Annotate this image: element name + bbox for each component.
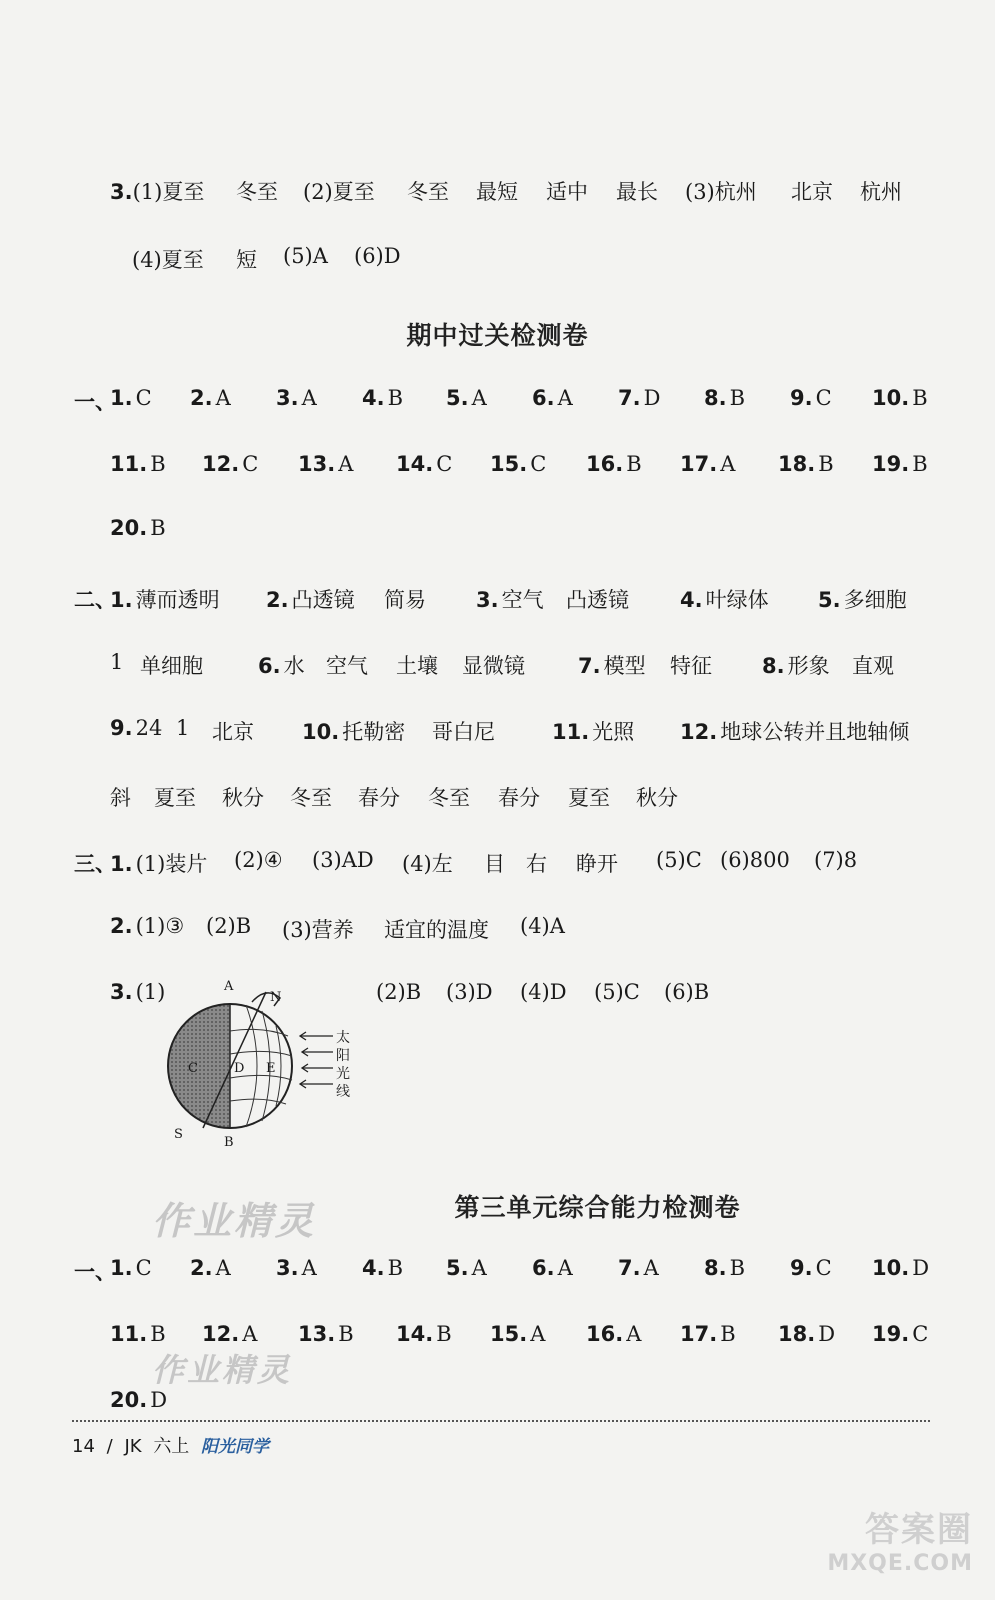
question-number: 19. (872, 1322, 910, 1346)
answer-item (532, 1256, 573, 1280)
question-number: 4. (680, 588, 703, 612)
answer-text: 光照 (592, 720, 635, 744)
answer-item (376, 980, 421, 1004)
corner-watermark (823, 1502, 973, 1582)
answer-text: (2)B (376, 980, 422, 1004)
answer-value: A (471, 1256, 487, 1280)
answer-item (358, 782, 400, 812)
answer-value: B (818, 452, 834, 476)
question-number: 1. (110, 852, 133, 876)
answer-item (282, 914, 354, 944)
answer-value: B (626, 452, 642, 476)
answer-text: 凸透镜 (566, 588, 629, 612)
question-number: 20. (110, 1388, 148, 1412)
question-number: 18. (778, 452, 816, 476)
answer-text: 1 (110, 650, 124, 674)
question-number: 14. (396, 452, 434, 476)
question-number: 6. (532, 386, 555, 410)
answer-item (140, 650, 203, 680)
answer-item (110, 1256, 152, 1280)
question-number: 2. (110, 914, 133, 938)
question-number: 10. (302, 720, 340, 744)
question-number: 1. (110, 1256, 133, 1280)
answer-item (872, 386, 928, 410)
question-number: 14. (396, 1322, 434, 1346)
answer-value: D (150, 1388, 168, 1412)
answer-text: 适宜的温度 (384, 918, 489, 942)
answer-text: 北京 (212, 720, 254, 744)
answer-item (568, 782, 610, 812)
answer-item (312, 848, 374, 872)
answer-text: (6)B (664, 980, 710, 1004)
answer-value: B (912, 386, 928, 410)
sun-text-3: 光 (336, 1066, 350, 1082)
question-number: 15. (490, 1322, 528, 1346)
answer-item (814, 848, 857, 872)
answer-item (396, 452, 452, 476)
question-number: 7. (618, 1256, 641, 1280)
answer-value: B (720, 1322, 736, 1346)
question-number: 6. (258, 654, 281, 678)
question-number: 16. (586, 1322, 624, 1346)
answer-text: 多细胞 (843, 588, 907, 612)
answer-text: 形象 (787, 654, 830, 678)
answer-value: A (557, 386, 573, 410)
answer-item (110, 650, 123, 674)
answer-item (552, 716, 634, 746)
answer-item (872, 1256, 929, 1280)
answer-item (762, 650, 830, 680)
answer-item (258, 650, 305, 680)
question-number: 11. (552, 720, 590, 744)
answer-item (618, 1256, 659, 1280)
answer-text: 斜 (110, 786, 131, 810)
corner-watermark-line2: MXQE.COM (827, 1551, 973, 1576)
answer-item (202, 1322, 257, 1346)
answer-value: B (150, 516, 166, 540)
answer-item (110, 386, 152, 410)
answer-text: 24 (135, 716, 163, 740)
answer-text: 土壤 (396, 654, 438, 678)
answer-item (680, 452, 735, 476)
question-number: 2. (266, 588, 289, 612)
answer-text: 直观 (852, 654, 894, 678)
question-number: 2. (190, 386, 213, 410)
answer-text: 睁开 (576, 852, 618, 876)
answer-value: B (150, 1322, 166, 1346)
answer-text: 秋分 (222, 786, 264, 810)
answer-text: (3)AD (312, 848, 374, 872)
answer-item (446, 1256, 487, 1280)
footer-rule (72, 1420, 930, 1422)
answer-item (532, 386, 573, 410)
answer-text: (4)左 (402, 852, 453, 876)
answer-item (872, 1322, 928, 1346)
answer-item (384, 914, 489, 944)
question-number: 8. (704, 386, 727, 410)
answer-item (396, 650, 438, 680)
question-number: 16. (586, 452, 624, 476)
part-label: 一、 (74, 390, 116, 414)
answer-item (680, 584, 769, 614)
answer-text: 空气 (326, 654, 368, 678)
prev-row-2: (4)夏至 短 (5)A (6)D (132, 244, 401, 272)
section-title-unit3: 第三单元综合能力检测卷 (454, 1193, 741, 1222)
answer-text: (3)营养 (282, 918, 354, 942)
answer-item (110, 782, 131, 812)
question-number: 3. (110, 180, 133, 204)
answer-text: 地球公转并且地轴倾 (720, 720, 910, 744)
answer-text: 凸透镜 (291, 588, 355, 612)
answer-item (704, 386, 745, 410)
question-number: 1. (110, 386, 133, 410)
answer-item (110, 584, 220, 614)
answer-item (110, 1322, 166, 1346)
answer-text: (5)C (594, 980, 640, 1004)
footer-code: JK (124, 1436, 142, 1457)
answer-value: A (215, 1256, 231, 1280)
answer-item (298, 1322, 354, 1346)
answer-item (362, 1256, 403, 1280)
footer-grade: 六上 (153, 1436, 190, 1457)
answer-item (490, 452, 546, 476)
answer-item (778, 1322, 835, 1346)
question-number: 2. (190, 1256, 213, 1280)
answer-item (498, 782, 540, 812)
part-label: 二、 (74, 588, 116, 612)
question-number: 1. (110, 588, 133, 612)
question-number: 3. (276, 1256, 299, 1280)
answer-value: C (436, 452, 453, 476)
answer-text: 模型 (603, 654, 646, 678)
answer-item (190, 1256, 231, 1280)
answer-value: B (338, 1322, 354, 1346)
brand-logo: 阳光同学 (201, 1437, 270, 1457)
answer-value: A (643, 1256, 659, 1280)
question-number: 5. (818, 588, 841, 612)
answer-item (276, 386, 317, 410)
answer-item (484, 848, 505, 878)
answer-item (586, 452, 642, 476)
answer-value: C (135, 386, 152, 410)
answer-item (298, 452, 353, 476)
answer-item (384, 584, 426, 614)
answer-text: (2)④ (234, 848, 283, 872)
answer-item (234, 848, 283, 872)
answer-item (190, 386, 231, 410)
answer-item (656, 848, 702, 872)
answer-item (566, 584, 629, 614)
question-number: 8. (762, 654, 785, 678)
answer-text: (4)A (520, 914, 565, 938)
answer-value: B (150, 452, 166, 476)
question-number: 13. (298, 452, 336, 476)
answer-value: D (818, 1322, 836, 1346)
answer-text: 春分 (498, 786, 540, 810)
question-number: 4. (362, 1256, 385, 1280)
question-number: 3. (110, 980, 133, 1004)
answer-text: 特征 (670, 654, 712, 678)
answer-text: 冬至 (290, 786, 332, 810)
answer-text: (3)D (446, 980, 493, 1004)
question-number: 7. (578, 654, 601, 678)
answer-value: A (301, 1256, 317, 1280)
answer-item (490, 1322, 545, 1346)
footer-separator: / (106, 1436, 113, 1457)
answer-item (428, 782, 470, 812)
answer-item (704, 1256, 745, 1280)
answer-item (578, 650, 646, 680)
answer-item (778, 452, 834, 476)
answer-item (872, 452, 928, 476)
part-label: 三、 (74, 852, 116, 876)
answer-item (520, 914, 565, 938)
answer-item (576, 848, 618, 878)
question-number: 17. (680, 452, 718, 476)
answer-value: A (557, 1256, 573, 1280)
answer-value: B (912, 452, 928, 476)
answer-text: (1)③ (135, 914, 185, 938)
answer-item (222, 782, 264, 812)
label-d: D (234, 1061, 245, 1076)
answer-value: C (815, 386, 832, 410)
answer-value: D (912, 1256, 930, 1280)
corner-watermark-line1: 答案圈 (865, 1510, 973, 1550)
answer-value: A (338, 452, 354, 476)
answer-value: A (471, 386, 487, 410)
answer-item (110, 848, 207, 878)
answer-text: (1)装片 (135, 852, 208, 876)
question-number: 10. (872, 1256, 910, 1280)
answer-item (818, 584, 907, 614)
question-number: 12. (202, 452, 240, 476)
answer-text: (1) (135, 980, 166, 1004)
answer-item (396, 1322, 452, 1346)
question-number: 17. (680, 1322, 718, 1346)
page-number: 14 (72, 1436, 95, 1457)
answer-item (526, 848, 547, 878)
question-number: 13. (298, 1322, 336, 1346)
answer-text: 叶绿体 (705, 588, 769, 612)
answer-text: 哥白尼 (432, 720, 495, 744)
answer-value: A (530, 1322, 546, 1346)
answer-item (636, 782, 678, 812)
answer-value: C (530, 452, 547, 476)
label-b: B (224, 1135, 234, 1150)
question-number: 5. (446, 386, 469, 410)
label-c: C (188, 1061, 198, 1076)
answer-text: (6)800 (720, 848, 790, 872)
sun-text-2: 阳 (336, 1048, 350, 1064)
question-number: 3. (276, 386, 299, 410)
watermark-1: 作业精灵 (152, 1198, 317, 1243)
answer-text: (7)8 (814, 848, 858, 872)
answer-value: C (242, 452, 259, 476)
sun-rays (300, 1032, 333, 1088)
question-number: 18. (778, 1322, 816, 1346)
answer-value: A (626, 1322, 642, 1346)
answer-item (664, 980, 709, 1004)
answer-item (154, 782, 196, 812)
answer-text: 1 (176, 716, 190, 740)
answer-text: 单细胞 (140, 654, 203, 678)
sun-text-4: 线 (336, 1084, 350, 1100)
answer-text: 显微镜 (462, 654, 525, 678)
answer-text: 托勒密 (342, 720, 406, 744)
question-number: 5. (446, 1256, 469, 1280)
answer-item (266, 584, 355, 614)
question-number: 15. (490, 452, 528, 476)
answer-value: B (436, 1322, 452, 1346)
answer-text: (2)B (206, 914, 252, 938)
part-label: 一、 (74, 1260, 116, 1284)
label-n: N (270, 990, 282, 1005)
question-number: 9. (790, 1256, 813, 1280)
sun-text-1: 太 (336, 1030, 350, 1046)
question-number: 11. (110, 1322, 148, 1346)
answer-item (446, 386, 487, 410)
answer-value: C (912, 1322, 929, 1346)
question-number: 11. (110, 452, 148, 476)
answer-value: A (215, 386, 231, 410)
answer-item (432, 716, 495, 746)
answer-text: (4)D (520, 980, 567, 1004)
answer-item (110, 452, 166, 476)
answer-item (476, 584, 544, 614)
answer-item (852, 650, 894, 680)
answer-item (206, 914, 251, 938)
answer-value: A (242, 1322, 258, 1346)
answer-text: 冬至 (428, 786, 470, 810)
answer-item (618, 386, 660, 410)
answer-item (680, 1322, 736, 1346)
answer-item (212, 716, 254, 746)
question-number: 9. (790, 386, 813, 410)
question-number: 9. (110, 716, 133, 740)
answer-item (110, 1388, 167, 1412)
answer-item (520, 980, 567, 1004)
answer-item (176, 716, 189, 740)
answer-item (790, 386, 832, 410)
answer-item (720, 848, 790, 872)
answer-text: 简易 (384, 588, 426, 612)
answer-item (680, 716, 909, 746)
answer-item (670, 650, 712, 680)
answer-item (462, 650, 525, 680)
answer-item (110, 716, 162, 740)
answer-item (326, 650, 368, 680)
question-number: 12. (202, 1322, 240, 1346)
question-number: 6. (532, 1256, 555, 1280)
label-e: E (266, 1061, 276, 1076)
question-number: 10. (872, 386, 910, 410)
answer-item (110, 516, 166, 540)
answer-item (302, 716, 405, 746)
answer-value: C (815, 1256, 832, 1280)
answer-value: C (135, 1256, 152, 1280)
answer-text: 秋分 (636, 786, 678, 810)
answer-text: 薄而透明 (135, 588, 220, 612)
answer-text: 目 (484, 852, 505, 876)
answer-text: 夏至 (568, 786, 610, 810)
answer-item (446, 980, 493, 1004)
answer-text: 水 (283, 654, 305, 678)
answer-item (362, 386, 403, 410)
answer-item (202, 452, 258, 476)
question-number: 20. (110, 516, 148, 540)
label-s: S (174, 1127, 183, 1142)
answer-item (110, 914, 184, 938)
answer-text: 春分 (358, 786, 400, 810)
label-a: A (224, 979, 234, 994)
watermark-2: 作业精灵 (152, 1351, 293, 1389)
answer-value: B (387, 1256, 404, 1280)
section-title-midterm: 期中过关检测卷 (406, 321, 589, 350)
answer-value: A (720, 452, 736, 476)
question-number: 4. (362, 386, 385, 410)
answer-value: B (729, 386, 746, 410)
answer-value: A (301, 386, 317, 410)
answer-value: B (387, 386, 404, 410)
answer-text: 夏至 (154, 786, 196, 810)
question-number: 12. (680, 720, 718, 744)
answer-item (594, 980, 640, 1004)
answer-item (276, 1256, 317, 1280)
footer (72, 1432, 269, 1458)
answer-item (586, 1322, 641, 1346)
prev-row-1: 3.(1)夏至 冬至 (2)夏至 冬至 最短 适中 最长 (3)杭州 北京 杭州 (110, 180, 902, 204)
answer-item (402, 848, 453, 878)
earth-diagram (158, 976, 368, 1151)
question-number: 8. (704, 1256, 727, 1280)
answer-value: D (643, 386, 661, 410)
answer-item (290, 782, 332, 812)
answer-text: 空气 (501, 588, 544, 612)
question-number: 3. (476, 588, 499, 612)
question-number: 19. (872, 452, 910, 476)
answer-value: B (729, 1256, 746, 1280)
answer-text: 右 (526, 852, 547, 876)
question-number: 7. (618, 386, 641, 410)
answer-text: (5)C (656, 848, 702, 872)
answer-item (790, 1256, 832, 1280)
